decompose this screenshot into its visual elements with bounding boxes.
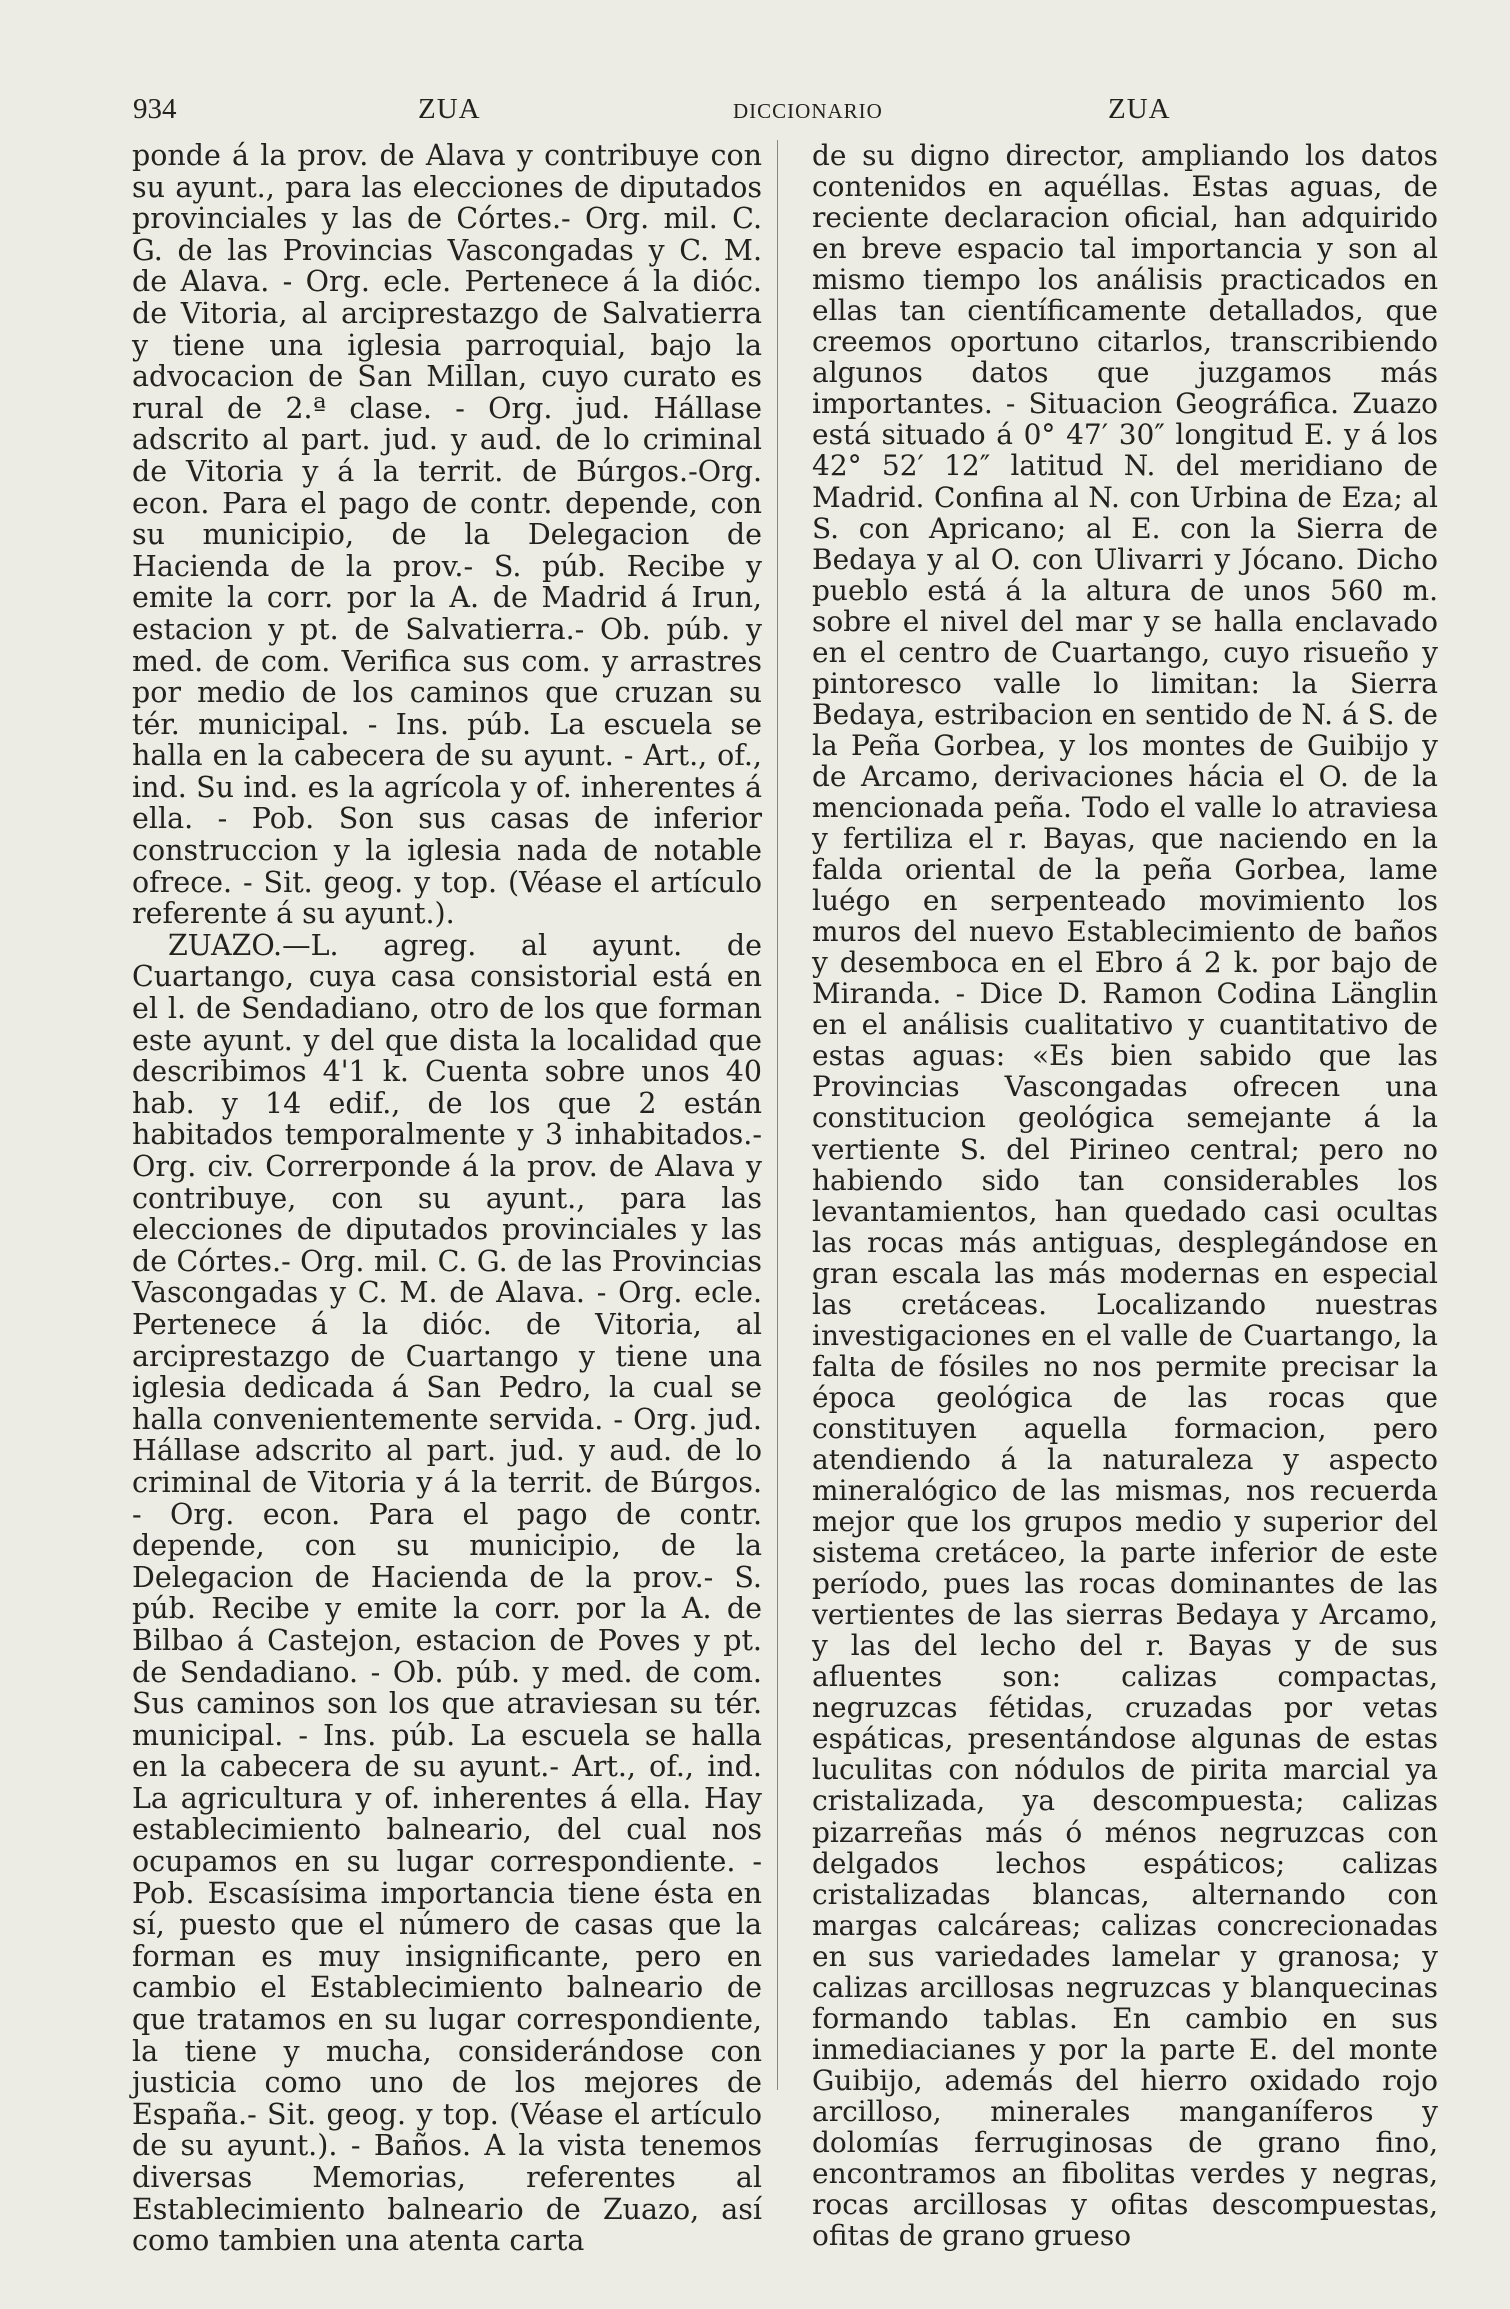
right-text-column <box>812 140 1438 2251</box>
entry-continuation-paragraph: ponde á la prov. de Alava y contribuye con su ayunt., para las elecciones de diputados provinciales y las de Córtes.- Org. mil. C. G. de las Provincias Vascongadas y C. M. de Alava. - Org. ecle. Pertenece á la dióc. de Vitoria, al arciprestazgo de Salvatierra y tiene una iglesia parroquial, bajo la advocacion de San Millan, cuyo curato es rural de 2.ª clase. - Org. jud. Hállase adscrito al part. jud. y aud. de lo criminal de Vitoria y á la territ. de Búrgos.-Org. econ. Para el pago de contr. depende, con su municipio, de la Delegacion de Hacienda de la prov.- S. púb. Recibe y emite la corr. por la A. de Madrid á Irun, estacion y pt. de Salvatierra.- Ob. púb. y med. de com. Verifica sus com. y arrastres por medio de los caminos que cruzan su tér. municipal. - Ins. púb. La escuela se halla en la cabecera de su ayunt. - Art., of., ind. Su ind. es la agrícola y of. inherentes á ella. - Pob. Son sus casas de inferior construccion y la iglesia nada de notable ofrece. - Sit. geog. y top. (Véase el artículo referente á su ayunt.). <box>132 139 762 931</box>
zuazo-entry-paragraph: ZUAZO.—L. agreg. al ayunt. de Cuartango, cuya casa consistorial está en el l. de Sendadiano, otro de los que forman este ayunt. y del que dista la localidad que describimos 4'1 k. Cuenta sobre unos 40 hab. y 14 edif., de los que 2 están habitados temporalmente y 3 inhabitados.- Org. civ. Correrponde á la prov. de Alava y contribuye, con su ayunt., para las elecciones de diputados provinciales y las de Córtes.- Org. mil. C. G. de las Provincias Vascongadas y C. M. de Alava. - Org. ecle. Pertenece á la dióc. de Vitoria, al arciprestazgo de Cuartango y tiene una iglesia dedicada á San Pedro, la cual se halla convenientemente servida. - Org. jud. Hállase adscrito al part. jud. y aud. de lo criminal de Vitoria y á la territ. de Búrgos. - Org. econ. Para el pago de contr. depende, con su municipio, de la Delegacion de Hacienda de la prov.- S. púb. Recibe y emite la corr. por la A. de Bilbao á Castejon, estacion de Poves y pt. de Sendadiano. - Ob. púb. y med. de com. Sus caminos son los que atraviesan su tér. municipal. - Ins. púb. La escuela se halla en la cabecera de su ayunt.- Art., of., ind. La agricultura y of. inherentes á ella. Hay establecimiento balneario, del cual nos ocupamos en su lugar correspondiente. - Pob. Escasísima importancia tiene ésta en sí, puesto que el número de casas que la forman es muy insignificante, pero en cambio el Establecimiento balneario de que tratamos en su lugar correspondiente, la tiene y mucha, considerándose con justicia como uno de los mejores de España.- Sit. geog. y top. (Véase el artículo de su ayunt.). - Baños. A la vista tenemos diversas Memorias, referentes al Establecimiento balneario de Zuazo, así como tambien una atenta carta <box>132 928 762 2258</box>
column-divider <box>777 140 778 2090</box>
page-number: 934 <box>133 93 177 125</box>
left-text-column <box>132 140 762 2257</box>
right-running-title: ZUA <box>1108 93 1171 125</box>
page-header <box>0 93 1510 133</box>
left-running-title: ZUA <box>418 93 481 125</box>
banos-continuation-paragraph: de su digno director, ampliando los datos contenidos en aquéllas. Estas aguas, de reciente declaracion oficial, han adquirido en breve espacio tal importancia y son al mismo tiempo los análisis practicados en ellas tan científicamente detallados, que creemos oportuno citarlos, transcribiendo algunos datos que juzgamos más importantes. - Situacion Geográfica. Zuazo está situado á 0° 47′ 30″ longitud E. y á los 42° 52′ 12″ latitud N. del meridiano de Madrid. Confina al N. con Urbina de Eza; al S. con Apricano; al E. con la Sierra de Bedaya y al O. con Ulivarri y Jócano. Dicho pueblo está á la altura de unos 560 m. sobre el nivel del mar y se halla enclavado en el centro de Cuartango, cuyo risueño y pintoresco valle lo limitan: la Sierra Bedaya, estribacion en sentido de N. á S. de la Peña Gorbea, y los montes de Guibijo y de Arcamo, derivaciones hácia el O. de la mencionada peña. Todo el valle lo atraviesa y fertiliza el r. Bayas, que naciendo en la falda oriental de la peña Gorbea, lame luégo en serpenteado movimiento los muros del nuevo Establecimiento de baños y desemboca en el Ebro á 2 k. por bajo de Miranda. - Dice D. Ramon Codina Länglin en el análisis cualitativo y cuantitativo de estas aguas: «Es bien sabido que las Provincias Vascongadas ofrecen una constitucion geológica semejante á la vertiente S. del Pirineo central; pero no habiendo sido tan considerables los levantamientos, han quedado casi ocultas las rocas más antiguas, desplegándose en gran escala las más modernas en especial las cretáceas. Localizando nuestras investigaciones en el valle de Cuartango, la falta de fósiles no nos permite precisar la época geológica de las rocas que constituyen aquella formacion, pero atendiendo á la naturaleza y aspecto mineralógico de las mismas, nos recuerda mejor que los grupos medio y superior del sistema cretáceo, la parte inferior de este período, pues las rocas dominantes de las vertientes de las sierras Bedaya y Arcamo, y las del lecho del r. Bayas y de sus afluentes son: calizas compactas, negruzcas fétidas, cruzadas por vetas espáticas, presentándose algunas de estas luculitas con nódulos de pirita marcial ya cristalizada, ya descompuesta; calizas pizarreñas más ó ménos negruzcas con delgados lechos espáticos; calizas cristalizadas blancas, alternando con margas calcáreas; calizas concrecionadas en sus variedades lamelar y granosa; y calizas arcillosas negruzcas y blanquecinas formando tablas. En cambio en sus inmediacianes y por la parte E. del monte Guibijo, además del hierro oxidado rojo arcilloso, minerales manganíferos y dolomías ferruginosas de grano fino, encontramos an fibolitas verdes y negras, rocas arcillosas y ofitas descompuestas, ofitas de grano grueso <box>812 139 1438 2253</box>
center-running-title: DICCIONARIO <box>733 99 883 123</box>
